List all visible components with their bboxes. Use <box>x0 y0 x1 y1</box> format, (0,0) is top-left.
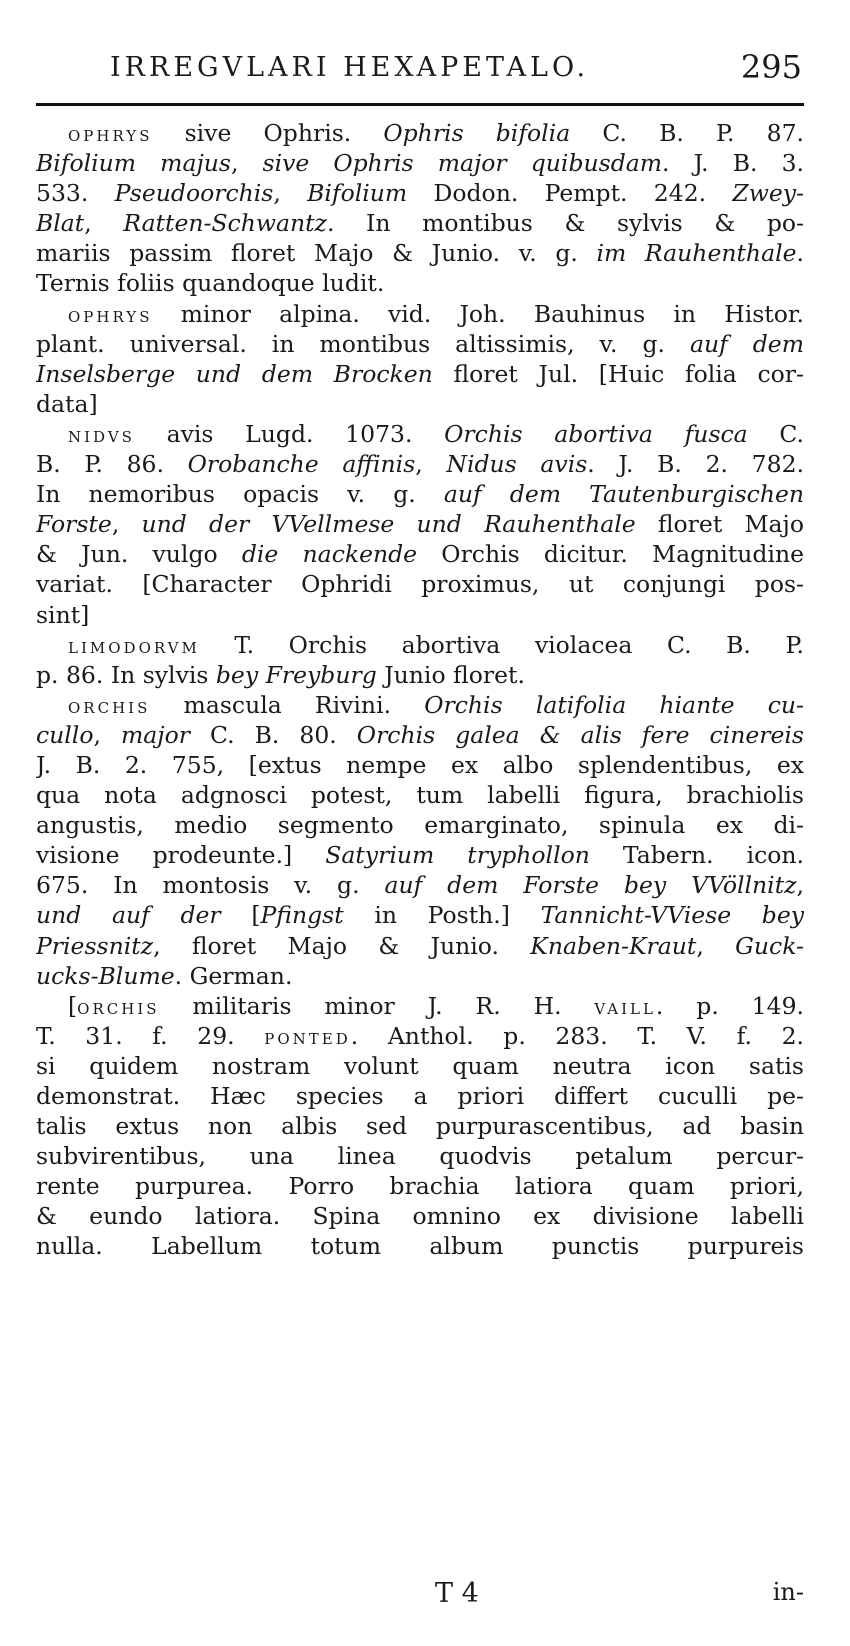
text-line: subvirentibus, una linea quodvis petalum percur- <box>36 1142 804 1171</box>
text-line: p. 86. In sylvis bey Freyburg Junio floret. <box>36 660 525 689</box>
text-line: demonstrat. Hæc species a priori differt cuculli pe- <box>36 1082 804 1110</box>
text-line: In nemoribus opacis v. g. auf dem Tautenburgischen <box>36 480 804 509</box>
text-line: NIDVS avis Lugd. 1073. Orchis abortiva fusca C. <box>68 419 804 448</box>
text-line: ucks-Blume. German. <box>36 961 293 990</box>
text-line: cullo, major C. B. 80. Orchis galea & alis fere cinereis <box>36 720 804 749</box>
text-line: variat. [Character Ophridi proximus, ut conjungi pos- <box>36 570 804 599</box>
page-number: 295 <box>740 48 802 86</box>
text-line: qua nota adgnosci potest, tum labelli figura, brachiolis <box>36 781 804 810</box>
text-line: Blat, Ratten-Schwantz. In montibus & sylvis & po- <box>36 209 804 238</box>
text-line: talis extus non albis sed purpurascentibus, ad basin <box>36 1112 804 1141</box>
text-line: ORCHIS mascula Rivini. Orchis latifolia hiante cu- <box>68 690 804 719</box>
signature-mark: T 4 <box>435 1578 479 1609</box>
header-rule <box>36 103 804 106</box>
running-title: IRREGVLARI HEXAPETALO. <box>110 52 590 83</box>
text-line: mariis passim floret Majo & Junio. v. g. im Rauhenthale. <box>36 239 804 268</box>
text-line: Priessnitz, floret Majo & Junio. Knaben-Kraut, Guck- <box>36 931 804 960</box>
text-line: nulla. Labellum totum album punctis purpureis <box>36 1232 804 1261</box>
text-line: OPHRYS sive Ophris. Ophris bifolia C. B. P. 87. <box>68 119 804 147</box>
text-line: 533. Pseudoorchis, Bifolium Dodon. Pempt. 242. Zwey- <box>36 179 804 208</box>
text-line: Ternis foliis quandoque ludit. <box>36 269 385 298</box>
text-line: LIMODORVM T. Orchis abortiva violacea C. B. P. <box>68 630 804 659</box>
text-line: plant. universal. in montibus altissimis, v. g. auf dem <box>36 329 804 358</box>
text-line: und auf der [Pfingst in Posth.] Tannicht-VViese bey <box>36 901 804 930</box>
running-head <box>38 48 804 88</box>
text-line: visione prodeunte.] Satyrium tryphollon Tabern. icon. <box>36 841 804 870</box>
text-line: angustis, medio segmento emarginato, spinula ex di- <box>36 811 804 840</box>
text-line: sint] <box>36 600 90 629</box>
text-line: & eundo latiora. Spina omnino ex divisione labelli <box>36 1202 804 1231</box>
text-line: Inselsberge und dem Brocken floret Jul. [Huic folia cor- <box>36 359 804 388</box>
text-line: Forste, und der VVellmese und Rauhenthale floret Majo <box>36 510 804 539</box>
body-text <box>36 118 804 1262</box>
text-line: data] <box>36 389 98 418</box>
text-line: & Jun. vulgo die nackende Orchis dicitur. Magnitudine <box>36 540 804 569</box>
text-line: [ORCHIS militaris minor J. R. H. VAILL. p. 149. <box>68 991 804 1020</box>
catchword: in- <box>772 1578 804 1606</box>
text-line: OPHRYS minor alpina. vid. Joh. Bauhinus in Histor. <box>68 299 804 328</box>
text-line: B. P. 86. Orobanche affinis, Nidus avis. J. B. 2. 782. <box>36 450 804 479</box>
text-line: si quidem nostram volunt quam neutra icon satis <box>36 1051 804 1080</box>
text-line: J. B. 2. 755, [extus nempe ex albo splendentibus, ex <box>36 750 804 779</box>
text-line: Bifolium majus, sive Ophris major quibusdam. J. B. 3. <box>36 149 804 178</box>
text-line: T. 31. f. 29. PONTED. Anthol. p. 283. T. V. f. 2. <box>36 1021 804 1050</box>
text-line: 675. In montosis v. g. auf dem Forste bey VVöllnitz, <box>36 871 804 900</box>
text-line: rente purpurea. Porro brachia latiora quam priori, <box>36 1172 804 1201</box>
